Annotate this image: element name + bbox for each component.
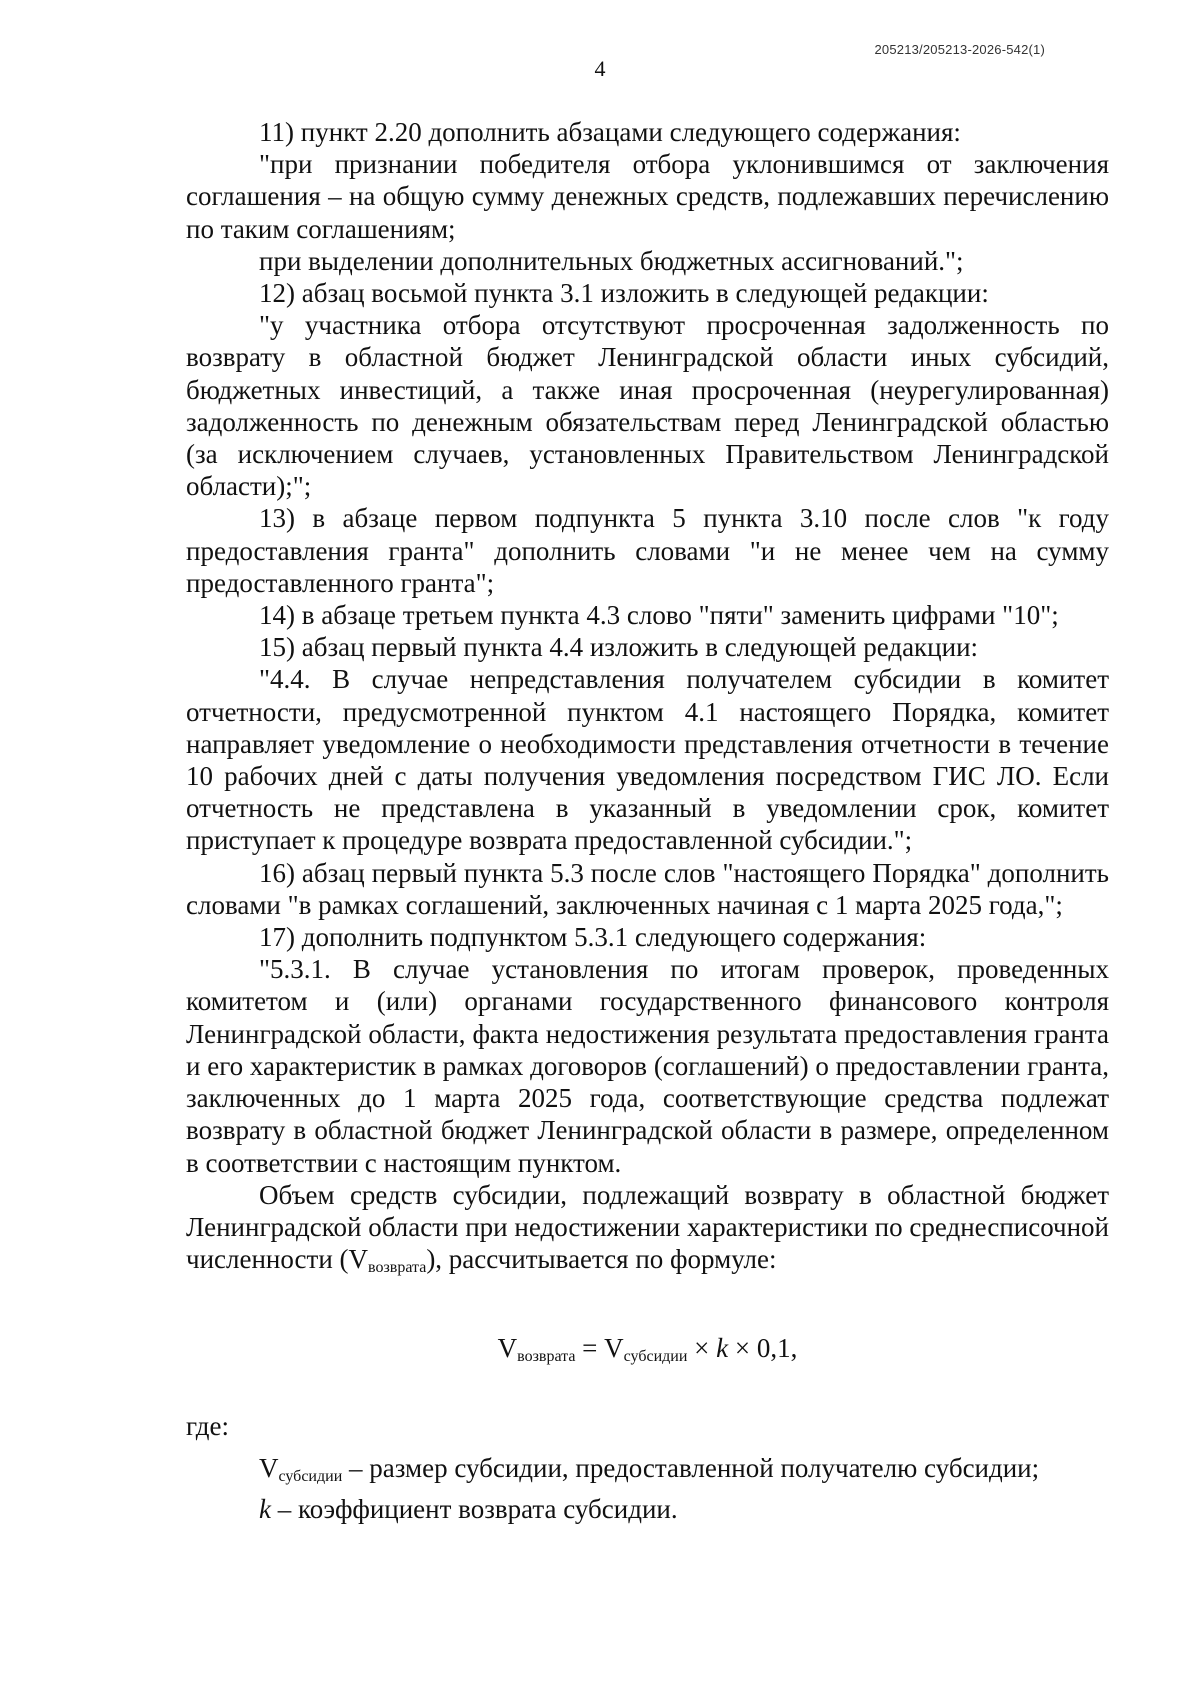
paragraph-quote-3: "у участника отбора отсутствуют просроченная задолженность по возврату в областной бюджет Ленинградской области иных субсидий, бюджетных инвестиций, а также иная просроченная (неурегулированная) задолженность по денежным обязательствам перед Ленинградской областью (за исключением случаев, установленных Правительством Ленинградской области);"; bbox=[186, 310, 1109, 502]
formula-k: k bbox=[716, 1333, 729, 1364]
formula-times-2: × 0,1, bbox=[728, 1333, 798, 1364]
legend-item-k bbox=[186, 1493, 1109, 1525]
legend-item-v bbox=[186, 1452, 1109, 1493]
formula-v-right: V bbox=[604, 1333, 624, 1364]
paragraph-15: 15) абзац первый пункта 4.4 изложить в следующей редакции: bbox=[259, 632, 979, 663]
formula-v-left: V bbox=[497, 1333, 518, 1364]
paragraph-17: 17) дополнить подпунктом 5.3.1 следующего содержания: bbox=[259, 922, 927, 953]
paragraph-quote-4: "4.4. В случае непредставления получателем субсидии в комитет отчетности, предусмотренной пунктом 4.1 настоящего Порядка, комитет направляет уведомление о необходимости представления отчетности в течение 10 рабочих дней с даты получения уведомления посредством ГИС ЛО. Если отчетность не представлена в указанный в уведомлении срок, комитет приступает к процедуре возврата предоставленной субсидии."; bbox=[186, 664, 1109, 856]
where-label: где: bbox=[186, 1410, 229, 1441]
paragraph-quote-1: "при признании победителя отбора уклонившимся от заключения соглашения – на общую сумму денежных средств, подлежавших перечислению по таким соглашениям; bbox=[186, 149, 1109, 244]
legend-symbol-k: k bbox=[259, 1493, 271, 1524]
formula-intro-after: ), рассчитывается по формуле: bbox=[426, 1244, 777, 1275]
legend-text-k: – коэффициент возврата субсидии. bbox=[270, 1493, 678, 1524]
paragraph-12: 12) абзац восьмой пункта 3.1 изложить в следующей редакции: bbox=[259, 278, 989, 309]
legend-text-v: – размер субсидии, предоставленной получателю субсидии; bbox=[342, 1452, 1040, 1483]
legend-symbol-v: V bbox=[259, 1452, 279, 1483]
formula-intro-sub: возврата bbox=[368, 1259, 427, 1277]
formula-intro bbox=[186, 1179, 1109, 1285]
formula-intro-before: Объем средств субсидии, подлежащий возврату в областной бюджет Ленинградской области при недостижении характеристики по среднесписочной численности (V bbox=[186, 1179, 1109, 1275]
formula-equals: = bbox=[575, 1333, 605, 1364]
document-id: 205213/205213-2026-542(1) bbox=[874, 42, 1045, 57]
paragraph-quote-5: "5.3.1. В случае установления по итогам проверок, проведенных комитетом и (или) органами государственного финансового контроля Ленинградской области, факта недостижения результата предоставления гранта и его характеристик в рамках договоров (соглашений) о предоставлении гранта, заключенных до 1 марта 2025 года, соответствующие средства подлежат возврату в областной бюджет Ленинградской области в размере, определенном в соответствии с настоящим пунктом. bbox=[186, 954, 1109, 1178]
paragraph-quote-2: при выделении дополнительных бюджетных ассигнований."; bbox=[259, 245, 964, 276]
page-number: 4 bbox=[594, 56, 606, 81]
paragraph-11: 11) пункт 2.20 дополнить абзацами следующего содержания: bbox=[259, 117, 961, 147]
formula-times-1: × bbox=[687, 1333, 717, 1364]
paragraph-13: 13) в абзаце первом подпункта 5 пункта 3.10 после слов "к году предоставления гранта" дополнить словами "и не менее чем на сумму предоставленного гранта"; bbox=[186, 503, 1109, 598]
legend-sub-v: субсидии bbox=[278, 1467, 343, 1485]
formula-sub-right: субсидии bbox=[623, 1348, 688, 1366]
paragraph-16: 16) абзац первый пункта 5.3 после слов "настоящего Порядка" дополнить словами "в рамках соглашений, заключенных начиная с 1 марта 2025 года,"; bbox=[186, 857, 1109, 920]
paragraph-14: 14) в абзаце третьем пункта 4.3 слово "пяти" заменить цифрами "10"; bbox=[259, 600, 1059, 631]
formula-sub-left: возврата bbox=[517, 1348, 576, 1366]
formula bbox=[186, 1332, 1109, 1373]
document-body bbox=[186, 116, 1109, 1525]
